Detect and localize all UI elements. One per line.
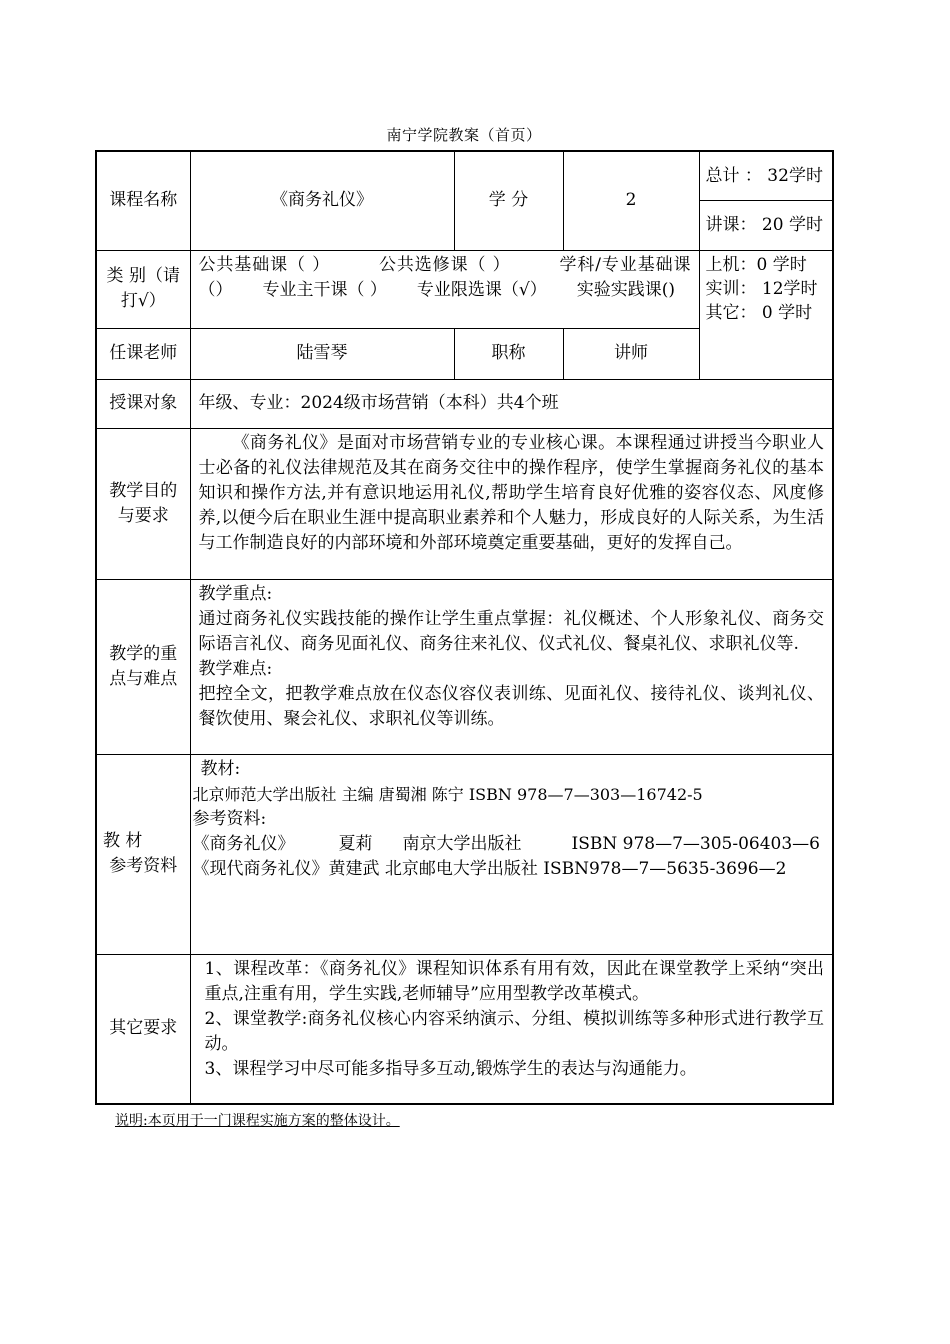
key-points-row bbox=[96, 579, 833, 754]
other-item: 3、课程学习中尽可能多指导多互动,锻炼学生的表达与沟通能力。 bbox=[204, 1058, 697, 1079]
course-name-label: 课程名称 bbox=[96, 151, 190, 250]
materials-content bbox=[190, 754, 833, 954]
category-option: 专业主干课（ ） bbox=[262, 279, 387, 300]
textbook-title: 教材: bbox=[200, 758, 241, 779]
key-points-content bbox=[190, 579, 833, 754]
category-option: 专业限选课（√） bbox=[416, 279, 547, 300]
category-option: 实验实践课() bbox=[576, 279, 676, 300]
textbook-info: 北京师范大学出版社 主编 唐蜀湘 陈宁 ISBN 978—7—303—16742-5 bbox=[192, 784, 703, 804]
category-row bbox=[96, 250, 833, 328]
ref2: 《现代商务礼仪》黄建武 北京邮电大学出版社 ISBN978—7—5635-3696—2 bbox=[192, 858, 787, 879]
other-label: 其它要求 bbox=[96, 954, 190, 1104]
course-name-row bbox=[96, 151, 833, 200]
category-label: 类 别（请打√） bbox=[96, 250, 190, 328]
other-hours: 其它： 0 学时 bbox=[705, 302, 813, 323]
category-options bbox=[190, 250, 699, 328]
category-option: 公共选修课（ ） bbox=[378, 254, 511, 275]
objectives-label: 教学目的与要求 bbox=[96, 428, 190, 579]
ref1-name: 《商务礼仪》 bbox=[192, 833, 295, 854]
category-option: 公共基础课（ ） bbox=[198, 254, 331, 275]
credit-value: 2 bbox=[563, 151, 699, 250]
ref1-publisher: 南京大学出版社 bbox=[402, 833, 522, 854]
training-hours: 实训： 12学时 bbox=[705, 278, 818, 299]
total-hours: 总计 ： 32学时 bbox=[699, 151, 833, 200]
focus-title: 教学重点: bbox=[198, 583, 273, 604]
audience-value: 年级、专业：2024级市场营销（本科）共4个班 bbox=[190, 379, 833, 428]
audience-label: 授课对象 bbox=[96, 379, 190, 428]
ref1-author: 夏莉 bbox=[338, 833, 373, 854]
teacher-value: 陆雪琴 bbox=[190, 328, 454, 379]
rank-label: 职称 bbox=[454, 328, 563, 379]
materials-row bbox=[96, 754, 833, 954]
lecture-hours: 讲课： 20 学时 bbox=[699, 200, 833, 250]
ref1 bbox=[193, 832, 825, 857]
materials-label bbox=[96, 754, 190, 954]
refs-title: 参考资料: bbox=[192, 808, 267, 829]
objectives-row bbox=[96, 428, 833, 579]
computer-hours: 上机：0 学时 bbox=[705, 254, 807, 275]
page-title: 南宁学院教案（首页） bbox=[386, 126, 542, 144]
difficulty-title: 教学难点: bbox=[198, 658, 273, 679]
objectives-text: 《商务礼仪》是面对市场营销专业的专业核心课。本课程通过讲授当今职业人士必备的礼仪法律规范及其在商务交往中的操作程序，使学生掌握商务礼仪的基本知识和操作方法,并有意识地运用礼仪,帮助学生培育良好优雅的姿容仪态、风度修养,以便今后在职业生涯中提高职业素养和个人魅力，形成良好的人际关系，为生活与工作制造良好的内部环境和外部环境奠定重要基础，更好的发挥自己。 bbox=[190, 428, 833, 579]
difficulty-text: 把控全文，把教学难点放在仪态仪容仪表训练、见面礼仪、接待礼仪、谈判礼仪、餐饮使用、聚会礼仪、求职礼仪等训练。 bbox=[198, 683, 824, 729]
materials-label-bottom: 参考资料 bbox=[109, 856, 178, 876]
key-points-label: 教学的重点与难点 bbox=[96, 579, 190, 754]
materials-label-top: 教 材 bbox=[103, 831, 143, 851]
lesson-plan-table bbox=[95, 150, 834, 1105]
ref1-isbn: ISBN 978—7—305-06403—6 bbox=[571, 833, 820, 854]
footnote: 说明:本页用于一门课程实施方案的整体设计。 bbox=[115, 1113, 400, 1129]
other-content bbox=[190, 954, 833, 1104]
other-item: 2、课堂教学:商务礼仪核心内容采纳演示、分组、模拟训练等多种形式进行教学互动。 bbox=[204, 1008, 824, 1054]
rank-value: 讲师 bbox=[563, 328, 699, 379]
audience-row bbox=[96, 379, 833, 428]
other-row bbox=[96, 954, 833, 1104]
other-item: 1、课程改革：《商务礼仪》课程知识体系有用有效，因此在课堂教学上采纳“突出重点,注重有用，学生实践,老师辅导”应用型教学改革模式。 bbox=[204, 958, 824, 1004]
course-name-value: 《商务礼仪》 bbox=[190, 151, 454, 250]
teacher-label: 任课老师 bbox=[96, 328, 190, 379]
hours-breakdown bbox=[699, 250, 833, 379]
category-option: 学科/专业基础课（） bbox=[198, 254, 691, 300]
credit-label: 学 分 bbox=[454, 151, 563, 250]
focus-text: 通过商务礼仪实践技能的操作让学生重点掌握：礼仪概述、个人形象礼仪、商务交际语言礼仪、商务见面礼仪、商务往来礼仪、仪式礼仪、餐桌礼仪、求职礼仪等. bbox=[198, 608, 824, 654]
